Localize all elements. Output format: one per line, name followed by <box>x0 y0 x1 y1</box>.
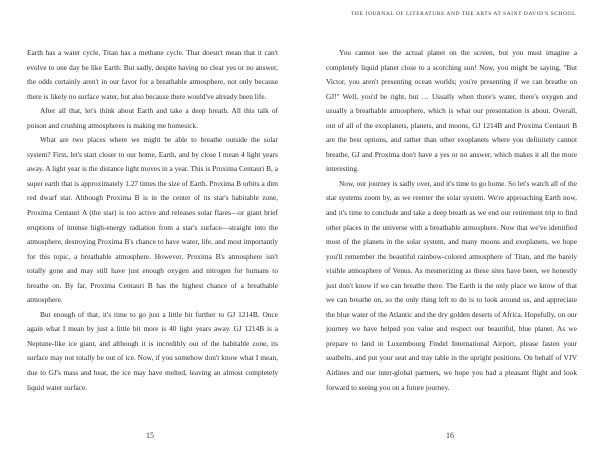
left-page-number: 15 <box>146 431 154 440</box>
right-page <box>326 46 577 395</box>
left-paragraph-1: Earth has a water cycle, Titan has a methane cycle. That doesn't mean that it can't evolve to one day be like Earth. But sadly, despite having no clear yes or no answer, the odds certainly aren't in our favor for a breathable atmosphere, not only because there is likely no surface water, but also because there would've already been life. <box>27 48 278 101</box>
left-paragraph-2: After all that, let's think about Earth and take a deep breath. All this talk of poison and crushing atmospheres is making me homesick. <box>27 106 278 130</box>
left-page <box>27 46 278 395</box>
running-header: THE JOURNAL OF LITERATURE AND THE ARTS AT SAINT DAVID'S SCHOOL <box>351 11 576 17</box>
right-paragraph-1: You cannot see the actual planet on the screen, but you must imagine a completely liquid planet close to a scorching sun! Now, you might be saying, "But Victor, you aren't presenting ocean worlds; you're presenting if we can breathe on GJ!" Well, you'd be right, but … Usually when there's water, there's oxygen and usually a breathable atmosphere, which is what our presentation is about. Overall, out of all of the exoplanets, planets, and moons, GJ 1214B and Proxima Centauri B are the best options, and rather than other exoplanets where you definitely cannot breathe, GJ and Proxima don't have a yes or no answer, which makes it all the more interesting. <box>326 48 577 174</box>
right-paragraph-2: Now, our journey is sadly over, and it's time to go home. So let's watch all of the star systems zoom by, as we reenter the solar system. We're approaching Earth now, and it's time to conclude and take a deep breath as we end our retirement trip to find other places in the universe with a breathable atmosphere. Now that we've identified most of the planets in the solar system, and many moons and exoplanets, we hope you'll remember the beautiful rainbow-colored atmosphere of Titan, and the barely visible atmosphere of Venus. As mesmerizing as these sites have been, we honestly just don't know if we can breathe there. The Earth is the only place we know of that we can breathe on, so the only thing left to do is to look around us, and appreciate the blue water of the Atlantic and the dry golden deserts of Africa. Hopefully, on our journey we have helped you value and respect our beautiful, blue planet. As we prepare to land in Luxembourg Findel International Airport, please fasten your seatbelts, and put your seat and tray table in the upright positions. On behalf of VJV Airlines and our inter-global partners, we hope you had a pleasant flight and look forward to seeing you on a future journey. <box>326 178 577 392</box>
left-paragraph-4: But enough of that, it's time to go just a little bit further to GJ 1214B. Once again what I mean by just a little bit more is 40 light years away. GJ 1214B is a Neptune-like ice giant, and although it is incredibly out of the habitable zone, its surface may not totally be out of ice. Now, if you somehow don't know what I mean, due to GJ's mass and heat, the ice may have melted, leaving an almost completely liquid water surface. <box>27 309 278 392</box>
left-paragraph-3: What are two places where we might be able to breathe outside the solar system? First, let's start closer to our home, Earth, and by close I mean 4 light years away. A light year is the distance light moves in a year. This is Proxima Centauri B, a super earth that is approximately 1.27 times the size of Earth. Proxima B orbits a dim red dwarf star. Although Proxima B is in the center of its star's habitable zone, Proxima Centauri A (the star) is too active and releases solar flares—or giant brief eruptions of intense high-energy radiation from a star's surface—straight into the atmosphere, destroying Proxima B's chance to have water, life, and most importantly for this topic, a breathable atmosphere. However, Proxima B's atmosphere isn't totally gone and may still have just enough oxygen and nitrogen for humans to breathe on. By far, Proxima Centauri B has the highest chance of a breathable atmosphere. <box>27 135 278 305</box>
right-page-number: 16 <box>446 431 454 440</box>
